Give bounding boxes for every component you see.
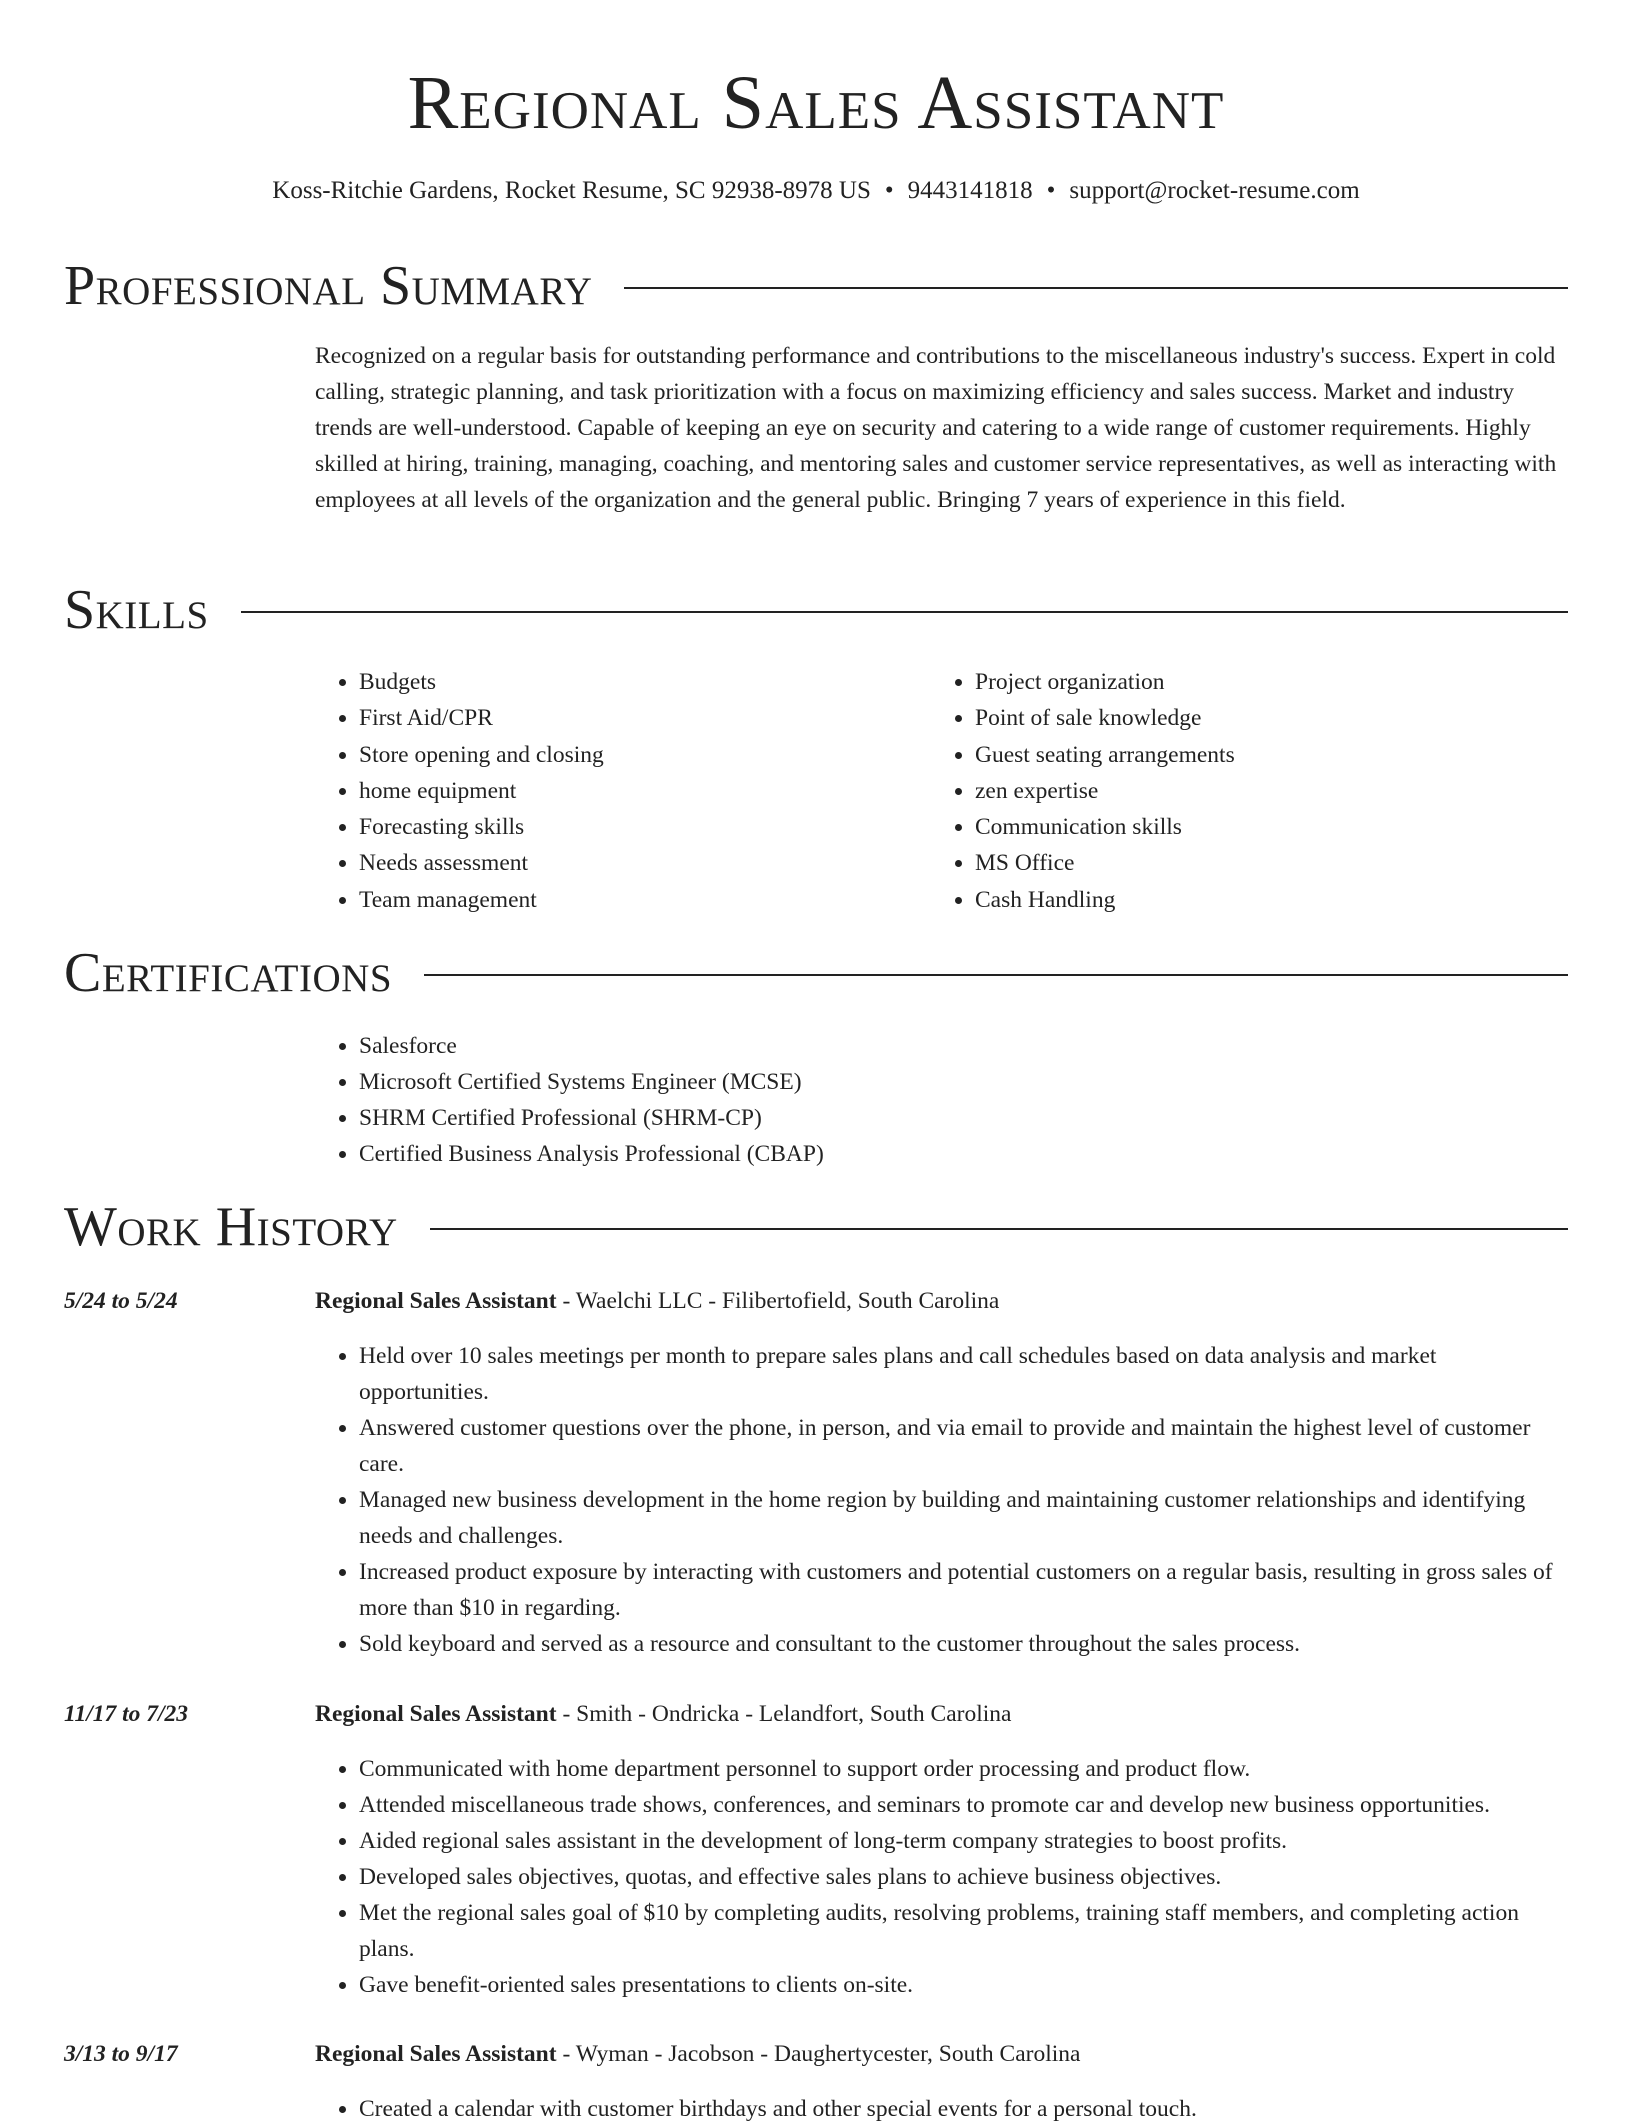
contact-line — [0, 174, 1632, 208]
certification-item: • SHRM Certified Professional (SHRM-CP) — [359, 1100, 1515, 1136]
skill-item: • Team management — [359, 882, 895, 918]
job-bullet: • Developed sales objectives, quotas, and effective sales plans to achieve business objectives. — [359, 1859, 1559, 1895]
bullet-separator: • — [1046, 177, 1056, 204]
job-dates: 5/24 to 5/24 — [64, 1288, 178, 1314]
job-bullets — [315, 1751, 1559, 2003]
skill-item: • Budgets — [359, 664, 895, 700]
job-company-location: - Smith - Ondricka - Lelandfort, South Carolina — [556, 1701, 1012, 1727]
section-header-summary — [64, 254, 1568, 318]
section-title-work-history: Work History — [64, 1196, 398, 1258]
skill-item: • First Aid/CPR — [359, 700, 895, 736]
skill-item: • Guest seating arrangements — [975, 737, 1511, 773]
job-dates: 11/17 to 7/23 — [64, 1701, 189, 1727]
certifications-list — [315, 1028, 1515, 1172]
section-divider — [241, 611, 1568, 613]
job-title: Regional Sales Assistant — [315, 2041, 557, 2067]
skills-list-left — [315, 664, 895, 918]
skill-item: • home equipment — [359, 773, 895, 809]
skill-item: • Forecasting skills — [359, 809, 895, 845]
job-title-line — [315, 1284, 1565, 1318]
section-title-summary: Professional Summary — [64, 255, 593, 317]
skill-item: • Store opening and closing — [359, 737, 895, 773]
skills-column-right — [931, 664, 1511, 918]
job-bullet: • Created a calendar with customer birthdays and other special events for a personal touch. — [359, 2091, 1559, 2127]
job-bullet: • Answered customer questions over the phone, in person, and via email to provide and maintain the highest level of customer care. — [359, 1410, 1559, 1482]
section-header-work-history — [64, 1195, 1568, 1259]
certifications-block — [315, 1028, 1515, 1172]
job-bullet: • Sold keyboard and served as a resource and consultant to the customer throughout the sales process. — [359, 1626, 1559, 1662]
job-bullet: • Aided regional sales assistant in the development of long-term company strategies to boost profits. — [359, 1823, 1559, 1859]
skill-item: • Cash Handling — [975, 882, 1511, 918]
job-title: Regional Sales Assistant — [315, 1701, 557, 1727]
job-bullet: • Increased product exposure by interacting with customers and potential customers on a regular basis, resulting in gross sales of more than $10 in regarding. — [359, 1554, 1559, 1626]
address-text: Koss-Ritchie Gardens, Rocket Resume, SC 92938-8978 US — [272, 177, 871, 204]
skill-item: • Needs assessment — [359, 845, 895, 881]
section-header-skills — [64, 578, 1568, 642]
section-header-certifications — [64, 941, 1568, 1005]
job-bullet: • Attended miscellaneous trade shows, conferences, and seminars to promote car and develop new business opportunities. — [359, 1787, 1559, 1823]
job-bullet: • Gave benefit-oriented sales presentations to clients on-site. — [359, 1967, 1559, 2003]
email-text: support@rocket-resume.com — [1069, 177, 1360, 204]
job-company-location: - Wyman - Jacobson - Daughertycester, South Carolina — [556, 2041, 1081, 2067]
skill-item: • MS Office — [975, 845, 1511, 881]
section-divider — [430, 1228, 1568, 1230]
section-divider — [624, 287, 1568, 289]
job-bullet: • Managed new business development in the home region by building and maintaining customer relationships and identifying needs and challenges. — [359, 1482, 1559, 1554]
job-company-location: - Waelchi LLC - Filibertofield, South Carolina — [556, 1288, 1000, 1314]
bullet-separator: • — [884, 177, 894, 204]
skill-item: • zen expertise — [975, 773, 1511, 809]
skills-column-left — [315, 664, 895, 918]
certification-item: • Microsoft Certified Systems Engineer (MCSE) — [359, 1064, 1515, 1100]
section-title-skills: Skills — [64, 579, 209, 641]
certification-item: • Salesforce — [359, 1028, 1515, 1064]
job-bullet: • Met the regional sales goal of $10 by completing audits, resolving problems, training staff members, and completing action plans. — [359, 1895, 1559, 1967]
skill-item: • Project organization — [975, 664, 1511, 700]
skill-item: • Point of sale knowledge — [975, 700, 1511, 736]
skills-list-right — [931, 664, 1511, 918]
resume-name-heading: Regional Sales Assistant — [407, 61, 1225, 145]
job-bullets — [315, 1338, 1559, 1662]
job-title-line — [315, 1697, 1565, 1731]
job-title-line — [315, 2037, 1565, 2071]
phone-text: 9443141818 — [907, 177, 1033, 204]
section-title-certifications: Certifications — [64, 942, 393, 1004]
summary-paragraph: Recognized on a regular basis for outstanding performance and contributions to the miscellaneous industry's success. Expert in cold calling, strategic planning, and task prioritization with a focus on maximizing efficiency and sales success. Market and industry trends are well-understood. Capable of keeping an eye on security and catering to a wide range of customer requirements. Highly skilled at hiring, training, managing, coaching, and mentoring sales and customer service representatives, as well as interacting with employees at all levels of the organization and the general public. Bringing 7 years of experience in this field. — [315, 343, 1557, 513]
job-bullet: • Held over 10 sales meetings per month to prepare sales plans and call schedules based on data analysis and market opportunities. — [359, 1338, 1559, 1410]
job-bullet: • Communicated with home department personnel to support order processing and product flow. — [359, 1751, 1559, 1787]
job-dates: 3/13 to 9/17 — [64, 2041, 178, 2067]
certification-item: • Certified Business Analysis Professional (CBAP) — [359, 1136, 1515, 1172]
job-title: Regional Sales Assistant — [315, 1288, 557, 1314]
job-bullets — [315, 2091, 1559, 2127]
section-divider — [424, 974, 1568, 976]
skill-item: • Communication skills — [975, 809, 1511, 845]
